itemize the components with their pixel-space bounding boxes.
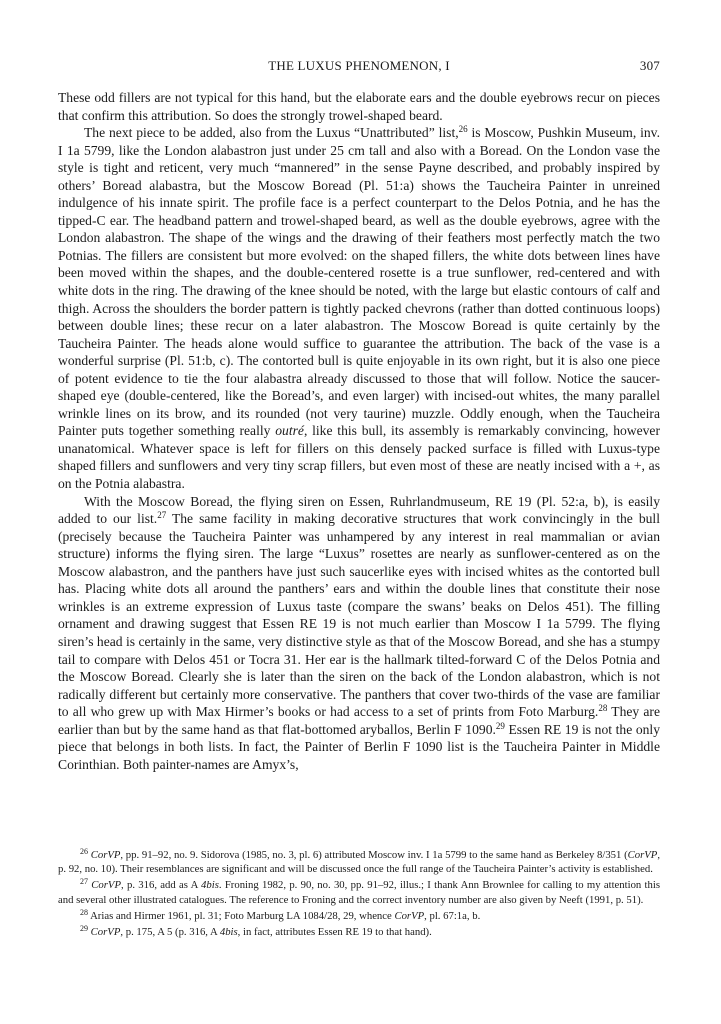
italic-text: CorVP: [627, 849, 658, 861]
footnote-ref: 29: [495, 720, 505, 731]
text-run: , p. 316, add as A: [121, 879, 202, 892]
italic-text: CorVP: [90, 849, 121, 861]
text-run: They are earlier than but by the same hand as that flat-bottomed aryballos, Berlin F 1090.: [58, 704, 660, 737]
text-run: With the Moscow Boread, the flying siren on Essen, Ruhrlandmuseum, RE 19 (Pl. 52:a, b), is easily added to our list.: [58, 493, 660, 527]
text-run: , in fact, attributes Essen RE 19 to that hand).: [237, 926, 432, 939]
italic-text: outré: [275, 423, 304, 439]
running-header: [58, 58, 660, 78]
italic-text: CorVP: [394, 909, 425, 922]
text-run: , pl. 67:1a, b.: [424, 909, 481, 922]
footnote-ref: 27: [80, 877, 88, 887]
footnotes: [58, 848, 660, 941]
text-run: is Moscow, Pushkin Museum, inv. I 1a 5799, like the London alabastron just under 25 cm tall and also with a Boread. On the London vase the style is tight and reticent, very much “mannered” in the sense Payne described, and probably inspired by others’ Boread alabastra, but the Moscow Boread (Pl. 51:a) shows the Taucheira Painter in unreined indulgence of his innate spirit. The profile face is a perfect counterpart to the Delos Potnia, and he has the tipped-C ear. The headband pattern and trowel-shaped beard, as well as the double eyebrows, agree with the London alabastron. The shape of the wings and the drawing of their feathers most perfectly match the two Potnias. The fillers are consistent but more evolved: on the shaped fillers, the white dots between lines have been moved within the shapes, and the double-centered rosette is a true sunflower, red-centered and with white dots in the ring. The drawing of the knee should be noted, with the large but elastic contours of calf and thigh. Across the shoulders the border pattern is tightly packed chevrons (rather than dotted continuous loops) between double lines; these recur on a later alabastron. The Moscow Boread is quite certainly by the Taucheira Painter. The heads alone would suffice to guarantee the attribution. The back of the vase is a wonderful surprise (Pl. 51:b, c). The contorted bull is quite enjoyable in its own right, but it is also one piece of potent evidence to tie the four alabastra already discussed to those that will follow. Notice the saucer-shaped eye (double-centered, like the Boread’s, and even larger) with incised-out whites, the many parallel wrinkle lines on its brow, and its rounded (not very taurine) muzzle. Oddly enough, when the Taucheira Painter puts together something really: [58, 125, 660, 439]
text-run: , like this bull, its assembly is remarkably convincing, however unanatomical. Whatever space is left for fillers on this densely packed surface is filled with Luxus-type shaped fillers and sunflowers and very tiny scrap fillers, but even most of these are neatly incised with a +, as on the Potnia alabastra.: [58, 423, 660, 492]
italic-text: CorVP: [91, 879, 121, 892]
body-text: [58, 89, 660, 773]
text-run: , p. 92, no. 10). Their resemblances are significant and will be discussed once the full range of the Taucheira Painter’s activity is established.: [58, 849, 661, 876]
italic-text: 4bis: [219, 926, 238, 939]
running-title: THE LUXUS PHENOMENON, I: [268, 58, 450, 73]
text-run: The next piece to be added, also from the Luxus “Unattributed” list,: [84, 125, 459, 141]
footnote-ref: 29: [80, 924, 88, 934]
footnote-ref: 28: [80, 907, 88, 917]
text-run: Essen RE 19 is not the only piece that belongs in both lists. In fact, the Painter of Berlin F 1090 list is the Taucheira Painter in Middle Corinthian. Both painter-names are Amyx’s,: [58, 721, 661, 772]
footnote-ref: 26: [458, 124, 468, 135]
footnote-26: [58, 848, 660, 876]
footnote-ref: 27: [157, 510, 167, 521]
text-run: . Froning 1982, p. 90, no. 30, pp. 91–92, illus.; I thank Ann Brownlee for calling to my attention this and several other illustrated catalogues. The reference to Froning and the correct inventory number are also given by Neeft (1991, p. 51).: [58, 879, 660, 906]
text-run: The same facility in making decorative structures that work convincingly in the bull (precisely because the Taucheira Painter was unhampered by any interest in real mammalian or avian structure) informs the flying siren. The large “Luxus” rosettes are nearly as sunflower-centered as on the Moscow alabastron, and the panthers have just such saucerlike eyes with incised whites as the contorted bull has. Placing white dots all around the panthers’ ears and within the double lines that constitute their nose wrinkles is an extreme expression of Luxus taste (compare the swans’ beaks on Delos 451). The filling ornament and drawing suggest that Essen RE 19 is not much earlier than Moscow I 1a 5799. The flying siren’s head is certainly in the same, very distinctive style as that of the Moscow Boread, and she has a stumpy tail to compare with Delos 451 or Tocra 31. Her ear is the hallmark tilted-forward C of the Delos Potnia and the Moscow Boread. Clearly she is later than the siren on the back of the London alabastron, which is not radically different but certainly more conservative. The panthers that cover two-thirds of the vase are familiar to all who grew up with Max Hirmer’s books or had access to a set of prints from Foto Marburg.: [58, 511, 660, 720]
footnote-27: [58, 878, 660, 906]
text-run: Arias and Hirmer 1961, pl. 31; Foto Marburg LA 1084/28, 29, whence: [88, 909, 395, 922]
footnote-28: [58, 909, 660, 923]
paragraph-3: [58, 493, 660, 774]
italic-text: 4bis: [201, 879, 219, 892]
footnote-ref: 26: [80, 847, 88, 856]
paragraph-1: [58, 89, 660, 124]
text-run: , p. 175, A 5 (p. 316, A: [120, 926, 220, 939]
italic-text: CorVP: [90, 926, 121, 939]
paragraph-2: [58, 124, 660, 492]
page-number: 307: [639, 58, 660, 73]
footnote-ref: 28: [598, 703, 608, 714]
text-run: , pp. 91–92, no. 9. Sidorova (1985, no. 3, pl. 6) attributed Moscow inv. I 1a 5799 to the same hand as Berkeley 8/351 (: [120, 849, 628, 861]
footnote-29: [58, 925, 660, 939]
text-run: These odd fillers are not typical for this hand, but the elaborate ears and the double eyebrows recur on pieces that confirm this attribution. So does the strongly trowel-shaped beard.: [58, 90, 660, 123]
